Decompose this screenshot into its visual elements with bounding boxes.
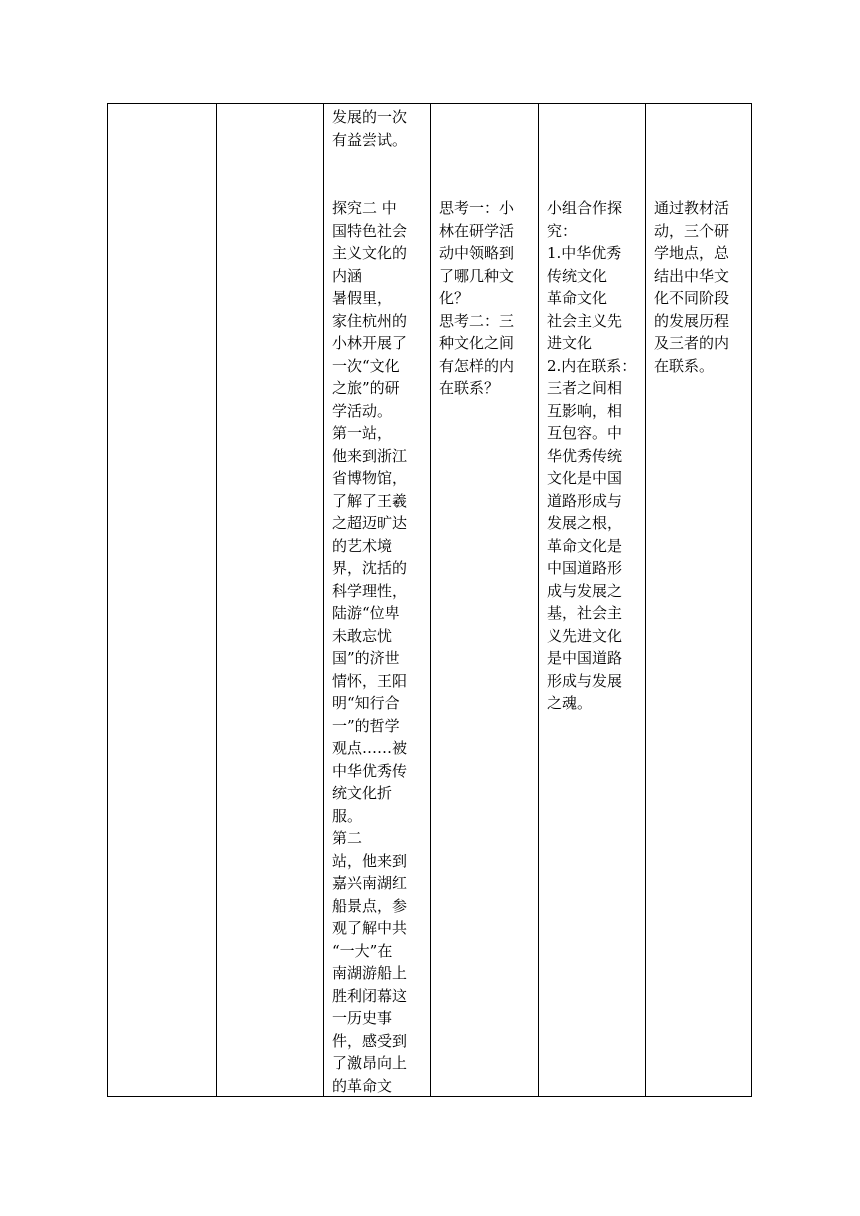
- column-3: [323, 104, 430, 1096]
- cell-questions: 思考一：小 林在研学活 动中领略到 了哪几种文 化？ 思考二：三 种文化之间 有怎样的内 在联系？: [439, 199, 515, 397]
- column-4: [430, 104, 538, 1096]
- column-1: [108, 104, 216, 1096]
- column-2: [216, 104, 323, 1096]
- cell-continuation: 发展的一次 有益尝试。: [332, 108, 408, 149]
- cell-inquiry-section: 探究二 中 国特色社会 主义文化的 内涵 暑假里， 家住杭州的 小林开展了 一次“文化 之旅”的研 学活动。 第一站， 他来到浙江 省博物馆， 了解了王羲 之超迈旷达 的艺术境 界，沈括的 科学理性， 陆游“位卑 未敢忘忧 国”的济世 情怀，王阳 明“知行合 一”的哲学 观点……被 中华优秀传 统文化折 服。 第二 站，他来到 嘉兴南湖红 船景点，参 观了解中共 “一大”在 南湖游船上 胜利闭幕这 一历史事 件，感受到 了激昂向上 的革命文: [332, 199, 408, 1095]
- cell-group-inquiry: 小组合作探 究： 1.中华优秀 传统文化 革命文化 社会主义先 进文化 2.内在联系： 三者之间相 互影响，相 互包容。中 华优秀传统 文化是中国 道路形成与 发展之根， 革命文化是 中国道路形 成与发展之 基，社会主 义先进文化 是中国道路 形成与发展 之魂。: [547, 199, 637, 712]
- column-6: [645, 104, 753, 1096]
- lesson-table: [107, 103, 752, 1097]
- column-5: [538, 104, 645, 1096]
- cell-design-intent: 通过教材活 动，三个研 学地点，总 结出中华文 化不同阶段 的发展历程 及三者的内 在联系。: [654, 199, 730, 375]
